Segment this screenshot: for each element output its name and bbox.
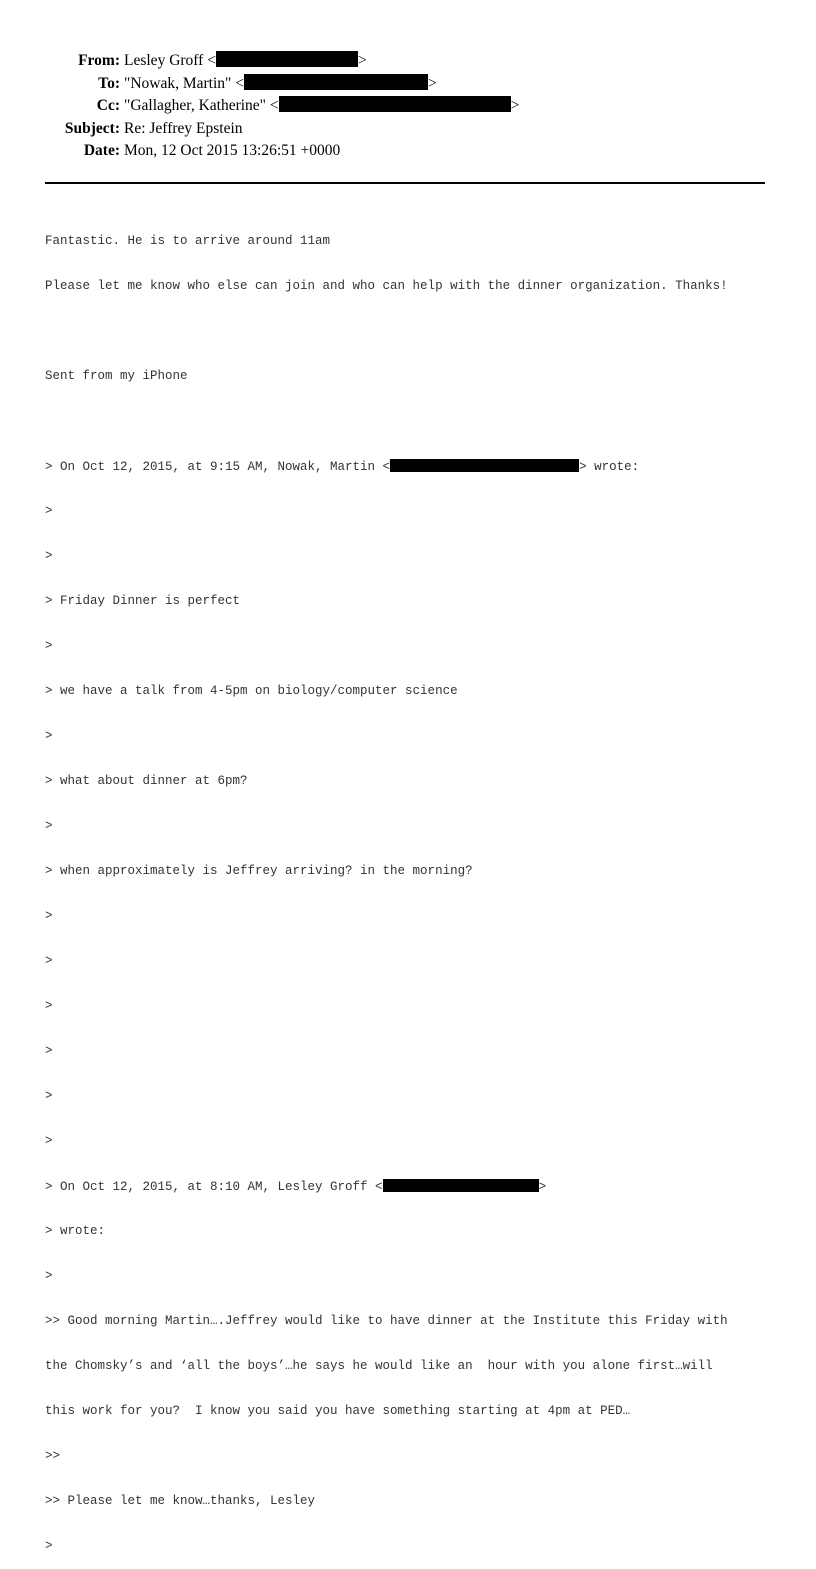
cc-row: [40, 95, 519, 118]
body-line: >: [45, 909, 53, 923]
subject-row: [40, 118, 519, 141]
from-row: [40, 50, 519, 73]
cc-close: >: [510, 97, 520, 114]
date-row: [40, 140, 519, 163]
to-label: To:: [98, 74, 120, 92]
body-line: >> Good morning Martin….Jeffrey would like to have dinner at the Institute this Friday with: [45, 1314, 728, 1328]
to-row: [40, 73, 519, 96]
body-line: Fantastic. He is to arrive around 11am: [45, 234, 331, 248]
body-line: >: [45, 639, 53, 653]
redacted-groff-email: [383, 1179, 539, 1192]
body-line: >: [45, 549, 53, 563]
header-divider: [45, 182, 765, 184]
from-close: >: [357, 52, 367, 69]
to-name: "Nowak, Martin" <: [124, 74, 244, 92]
body-line: > we have a talk from 4-5pm on biology/computer science: [45, 684, 458, 698]
body-line: > Friday Dinner is perfect: [45, 594, 241, 608]
body-line: >: [45, 1044, 53, 1058]
body-line: > wrote:: [45, 1224, 106, 1238]
quote-header-close: >: [538, 1180, 547, 1194]
redacted-to-email: [244, 74, 428, 90]
from-label: From:: [78, 52, 120, 69]
body-line: >: [45, 1269, 53, 1283]
email-body: [45, 204, 728, 1569]
date-text: Mon, 12 Oct 2015 13:26:51 +0000: [124, 142, 341, 159]
body-line: Please let me know who else can join and who can help with the dinner organization. Thanks!: [45, 279, 728, 293]
body-line: >: [45, 1539, 53, 1553]
quote-header-line: [45, 459, 728, 474]
body-line: >: [45, 1134, 53, 1148]
quote-header-wrote: > wrote:: [579, 460, 640, 474]
body-line: this work for you? I know you said you have something starting at 4pm at PED…: [45, 1404, 631, 1418]
body-line: >: [45, 729, 53, 743]
body-line: >: [45, 954, 53, 968]
body-line: >>: [45, 1449, 61, 1463]
cc-label: Cc:: [96, 97, 120, 114]
quote-header-text: > On Oct 12, 2015, at 8:10 AM, Lesley Groff <: [45, 1180, 383, 1194]
cc-name: "Gallagher, Katherine" <: [124, 97, 279, 114]
body-line: >: [45, 504, 53, 518]
body-line: >> Please let me know…thanks, Lesley: [45, 1494, 316, 1508]
body-line: > what about dinner at 6pm?: [45, 774, 248, 788]
redacted-nowak-email: [390, 459, 579, 472]
date-label: Date:: [83, 142, 120, 159]
subject-label: Subject:: [64, 119, 120, 137]
body-line: > when approximately is Jeffrey arriving? in the morning?: [45, 864, 473, 878]
body-line: Sent from my iPhone: [45, 369, 188, 383]
body-line: the Chomsky’s and ‘all the boys’…he says he would like an hour with you alone first…will: [45, 1359, 713, 1373]
from-name: Lesley Groff <: [124, 52, 216, 69]
body-line: [45, 414, 728, 429]
body-line: >: [45, 999, 53, 1013]
subject-text: Re: Jeffrey Epstein: [124, 119, 243, 137]
body-line: >: [45, 819, 53, 833]
quote-header-line: [45, 1179, 728, 1194]
body-line: [45, 324, 728, 339]
to-close: >: [427, 74, 437, 92]
quote-header-text: > On Oct 12, 2015, at 9:15 AM, Nowak, Martin <: [45, 460, 391, 474]
email-header: [40, 50, 519, 163]
redacted-from-email: [216, 51, 358, 67]
body-line: >: [45, 1089, 53, 1103]
redacted-cc-email: [279, 96, 511, 112]
